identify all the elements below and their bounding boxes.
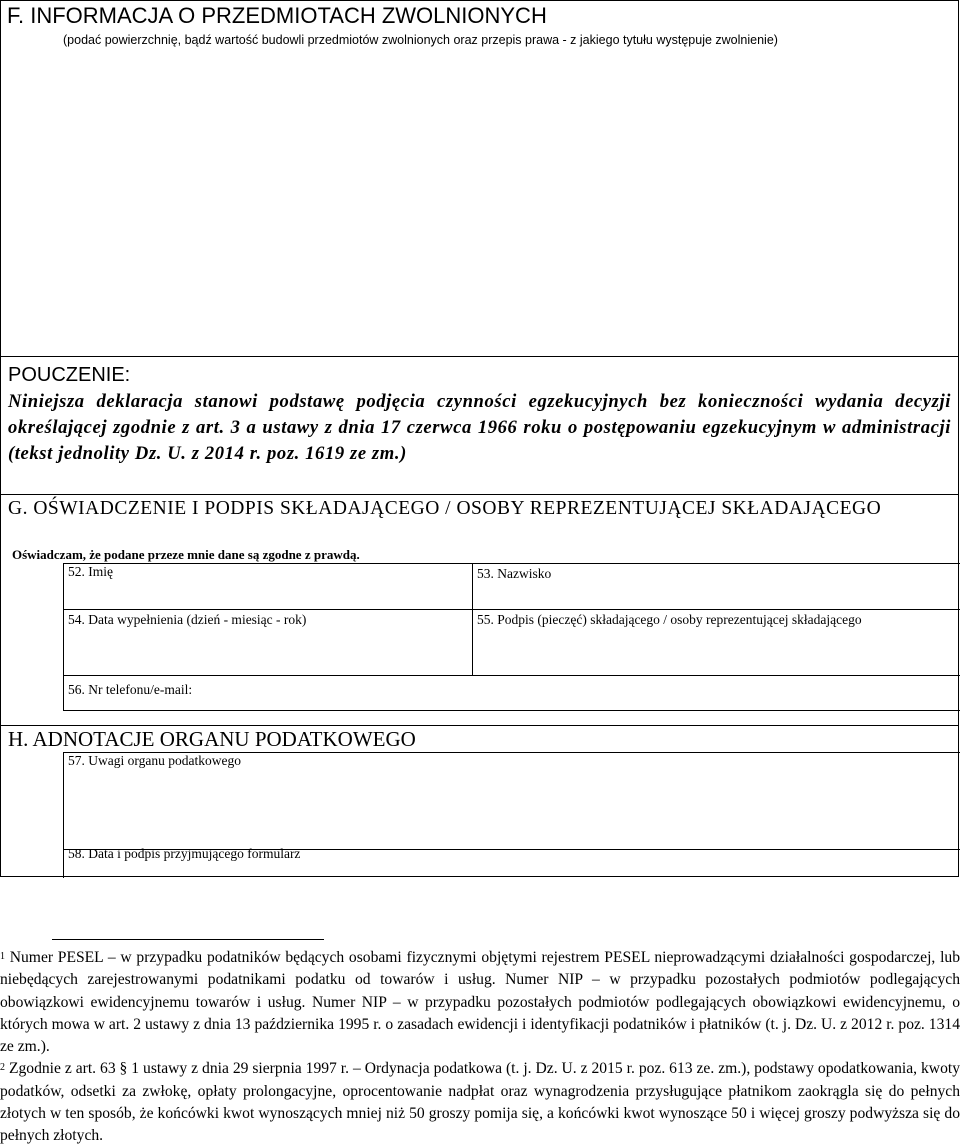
- footnotes: [0, 947, 960, 1148]
- footnote-1-text: Numer PESEL – w przypadku podatników będących osobami fizycznymi objętymi rejestrem PESEL nieprowadzącymi działalności gospodarczej, lub niebędących zarejestrowanymi podatnikami podatku od towarów i usług. Numer NIP – w przypadku pozostałych podmiotów podlegających obowiązkowi ewidencyjnemu towarów i usług. Numer NIP – w przypadku pozostałych podmiotów podlegających obowiązkowi ewidencyjnemu, o których mowa w art. 2 ustawy z dnia 13 października 1995 r. o zasadach ewidencji i identyfikacji podatników i płatników (t. j. Dz. U. z 2012 r. poz. 1314 ze zm.).: [0, 949, 960, 1056]
- footnote-1-mark: 1: [0, 951, 5, 962]
- section-g-declaration-signature: [0, 494, 959, 726]
- field-56-phone-email[interactable]: [64, 676, 960, 710]
- instruction-block: [0, 356, 959, 495]
- footnote-2: [0, 1058, 960, 1147]
- field-57-label: 57. Uwagi organu podatkowego: [68, 753, 241, 768]
- section-h-tax-office-notes: [0, 725, 959, 877]
- field-54-label: 54. Data wypełnienia (dzień - miesiąc - rok): [68, 612, 307, 627]
- declaration-statement: Oświadczam, że podane przeze mnie dane są zgodne z prawdą.: [12, 547, 360, 562]
- section-f-subtitle: (podać powierzchnię, bądź wartość budowli przedmiotów zwolnionych oraz przepis prawa - z jakiego tytułu występuje zwolnienie): [63, 33, 778, 47]
- field-55-label: 55. Podpis (pieczęć) składającego / osoby reprezentującej składającego: [477, 612, 862, 627]
- instruction-text: Niniejsza deklaracja stanowi podstawę podjęcia czynności egzekucyjnych bez konieczności wydania decyzji określającej zgodnie z art. 3 a ustawy z dnia 17 czerwca 1966 roku o postępowaniu egzekucyjnym w administracji (tekst jednolity Dz. U. z 2014 r. poz. 1619 ze zm.): [8, 391, 951, 464]
- field-58-label: 58. Data i podpis przyjmującego formularz: [68, 846, 301, 861]
- footnote-separator: [52, 939, 324, 940]
- field-54-fill-date[interactable]: [64, 610, 473, 676]
- field-58-receipt-date-signature[interactable]: [63, 847, 960, 878]
- signature-fields-grid: [63, 563, 960, 711]
- section-h-title: H. ADNOTACJE ORGANU PODATKOWEGO: [8, 727, 416, 751]
- section-g-title: G. OŚWIADCZENIE I PODPIS SKŁADAJĄCEGO / OSOBY REPREZENTUJĄCEJ SKŁADAJĄCEGO: [8, 498, 882, 519]
- footnote-1: [0, 947, 960, 1058]
- field-53-label: 53. Nazwisko: [477, 566, 552, 581]
- footnote-2-mark: 2: [0, 1062, 5, 1074]
- field-55-signature[interactable]: [473, 610, 960, 676]
- field-52-first-name[interactable]: [64, 564, 473, 610]
- field-52-label: 52. Imię: [68, 564, 113, 579]
- instruction-label: POUCZENIE:: [8, 364, 131, 386]
- footnote-2-text: Zgodnie z art. 63 § 1 ustawy z dnia 29 sierpnia 1997 r. – Ordynacja podatkowa (t. j. Dz. U. z 2015 r. poz. 613 ze. zm.), podstawy opodatkowania, kwoty podatków, odsetki za zwłokę, opłaty prolongacyjne, oprocentowanie nadpłat oraz wynagrodzenia przysługujące płatnikom zaokrągla się do pełnych złotych w ten sposób, że końcówki kwot wynoszących mniej niż 50 groszy pomija się, a końcówki kwot wynoszące 50 i więcej groszy podwyższa się do pełnych złotych.: [0, 1060, 960, 1145]
- field-53-last-name[interactable]: [473, 564, 960, 610]
- section-f-exempt-items: [0, 0, 959, 357]
- field-56-label: 56. Nr telefonu/e-mail:: [68, 682, 193, 697]
- section-f-title: F. INFORMACJA O PRZEDMIOTACH ZWOLNIONYCH: [7, 3, 547, 28]
- field-57-tax-office-remarks[interactable]: [63, 752, 960, 850]
